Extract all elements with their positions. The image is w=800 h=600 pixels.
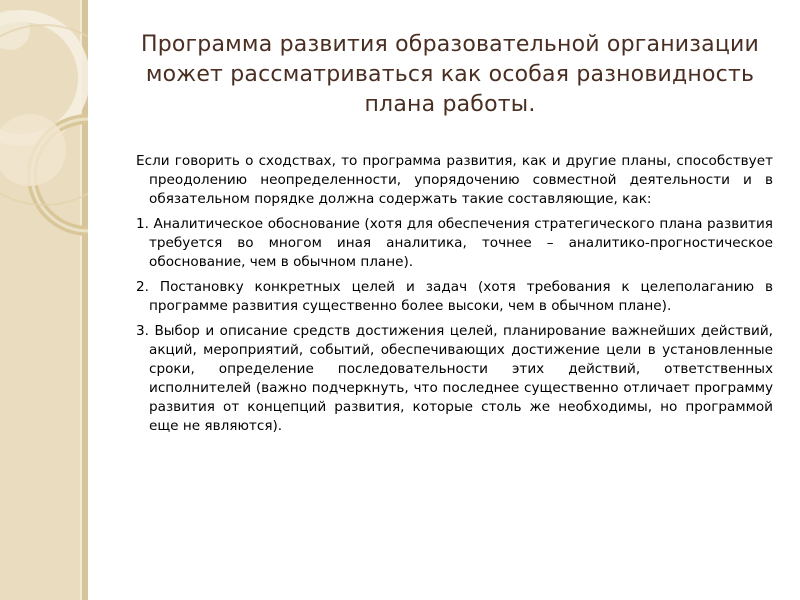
list-item: 1. Аналитическое обоснование (хотя для обеспечения стратегического плана развития требуется во многом иная аналитика, точнее – аналитико-прогностическое обоснование, чем в обычном плане). bbox=[136, 216, 773, 270]
decorative-circles-graphic bbox=[0, 0, 88, 600]
slide-body bbox=[136, 152, 773, 442]
decorative-side-panel bbox=[0, 0, 88, 600]
list-item: 2. Постановку конкретных целей и задач (хотя требования к целеполаганию в программе развития существенно более высоки, чем в обычном плане). bbox=[136, 279, 773, 314]
slide-title: Программа развития образовательной организации может рассматриваться как особая разновидность плана работы. bbox=[140, 32, 760, 117]
intro-paragraph: Если говорить о сходствах, то программа развития, как и другие планы, способствует преодолению неопределенности, упорядочению совместной деятельности и в обязательном порядке должна содержать такие составляющие, как: bbox=[136, 153, 773, 207]
list-item: 3. Выбор и описание средств достижения целей, планирование важнейших действий, акций, мероприятий, событий, обеспечивающих достижение цели в установленные сроки, определение последовательности этих действий, ответственных исполнителей (важно подчеркнуть, что последнее существенно отличает программу развития от концепций развития, которые столь же необходимы, но программой еще не являются). bbox=[136, 323, 773, 434]
